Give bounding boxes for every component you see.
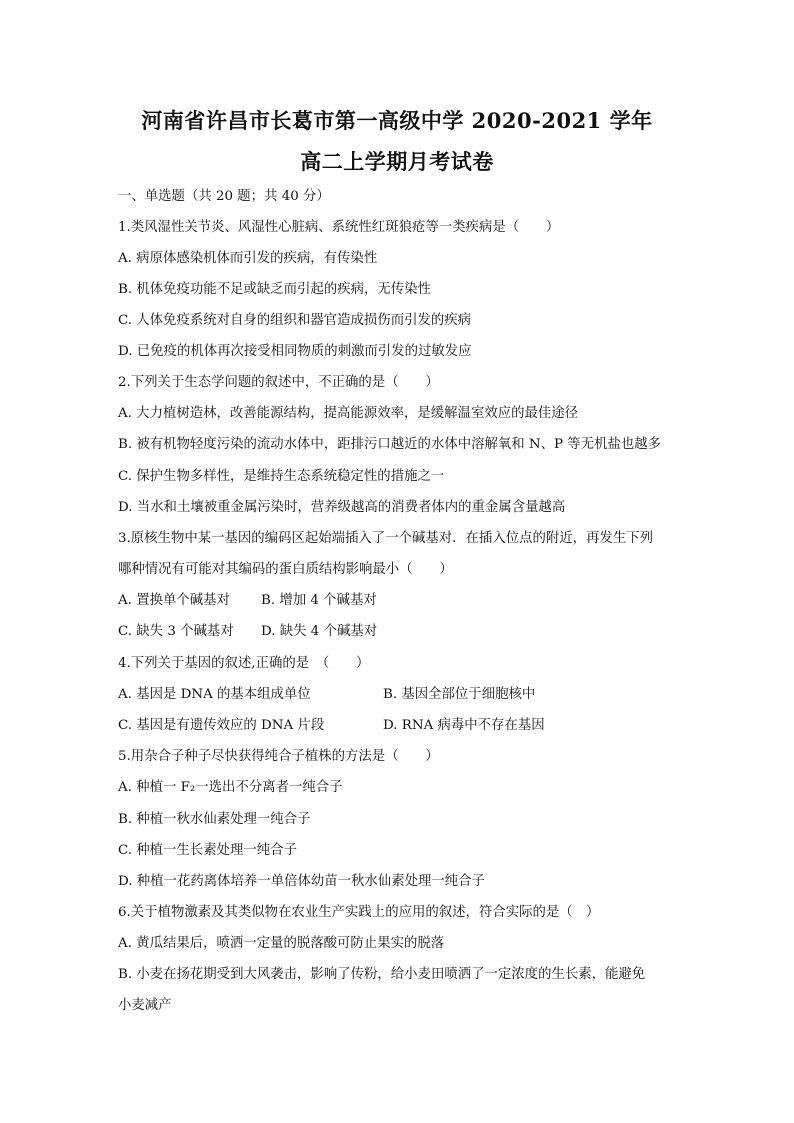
question-2-option-c: C. 保护生物多样性，是维持生态系统稳定性的措施之一 — [118, 469, 445, 484]
question-1-option-d: D. 已免疫的机体再次接受相同物质的刺激而引发的过敏发应 — [118, 344, 472, 359]
question-3-option-c: C. 缺失 3 个碱基对 — [118, 624, 234, 639]
question-2-option-d: D. 当水和土壤被重金属污染时，营养级越高的消费者体内的重金属含量越高 — [118, 500, 566, 515]
question-4-option-d: D. RNA 病毒中不存在基因 — [383, 718, 545, 733]
question-1-option-a: A. 病原体感染机体而引发的疾病，有传染性 — [118, 251, 378, 266]
question-3-option-b: B. 增加 4 个碱基对 — [261, 593, 377, 608]
question-5-option-a: A. 种植一 F₂一选出不分离者一纯合子 — [118, 780, 343, 795]
question-1-option-c: C. 人体免疫系统对自身的组织和器官造成损伤而引发的疾病 — [118, 313, 472, 328]
question-1-stem: 1.类风湿性关节炎、风湿性心脏病、系统性红斑狼疮等一类疾病是（ ） — [118, 220, 560, 235]
question-4-stem: 4.下列关于基因的叙述,正确的是 （ ） — [118, 656, 370, 671]
section-heading: 一、单选题（共 20 题；共 40 分） — [118, 189, 330, 204]
question-6-option-b-continued: 小麦减产 — [118, 998, 172, 1013]
question-2-option-b: B. 被有机物轻度污染的流动水体中，距排污口越近的水体中溶解氧和 N、P 等无机盐也越多 — [118, 437, 662, 452]
exam-title-line2: 高二上学期月考试卷 — [300, 149, 494, 174]
question-5-option-d: D. 种植一花药离体培养一单倍体幼苗一秋水仙素处理一纯合子 — [118, 874, 485, 889]
question-1-option-b: B. 机体免疫功能不足或缺乏而引起的疾病，无传染性 — [118, 282, 431, 297]
question-2-stem: 2.下列关于生态学问题的叙述中，不正确的是（ ） — [118, 375, 439, 390]
question-3-option-a: A. 置换单个碱基对 — [118, 593, 230, 608]
question-3-stem-line1: 3.原核生物中某一基因的编码区起始端插入了一个碱基对．在插入位点的附近，再发生下列 — [118, 531, 654, 546]
question-5-option-b: B. 种植一秋水仙素处理一纯合子 — [118, 812, 311, 827]
question-6-option-b: B. 小麦在扬花期受到大风袭击，影响了传粉，给小麦田喷洒了一定浓度的生长素，能避免 — [118, 967, 646, 982]
exam-title-line1: 河南省许昌市长葛市第一高级中学 2020-2021 学年 — [141, 108, 653, 133]
question-4-option-a: A. 基因是 DNA 的基本组成单位 — [118, 687, 311, 702]
question-2-option-a: A. 大力植树造林，改善能源结构，提高能源效率，是缓解温室效应的最佳途径 — [118, 406, 579, 421]
question-5-option-c: C. 种植一生长素处理一纯合子 — [118, 843, 297, 858]
question-4-option-c: C. 基因是有遗传效应的 DNA 片段 — [118, 718, 325, 733]
question-6-stem: 6.关于植物激素及其类似物在农业生产实践上的应用的叙述，符合实际的是（ ） — [118, 905, 600, 920]
question-6-option-a: A. 黄瓜结果后，喷洒一定量的脱落酸可防止果实的脱落 — [118, 936, 445, 951]
question-5-stem: 5.用杂合子种子尽快获得纯合子植株的方法是（ ） — [118, 749, 439, 764]
question-3-option-d: D. 缺失 4 个碱基对 — [261, 624, 378, 639]
question-4-option-b: B. 基因全部位于细胞核中 — [383, 687, 536, 702]
question-3-stem-line2: 哪种情况有可能对其编码的蛋白质结构影响最小（ ） — [118, 562, 453, 577]
